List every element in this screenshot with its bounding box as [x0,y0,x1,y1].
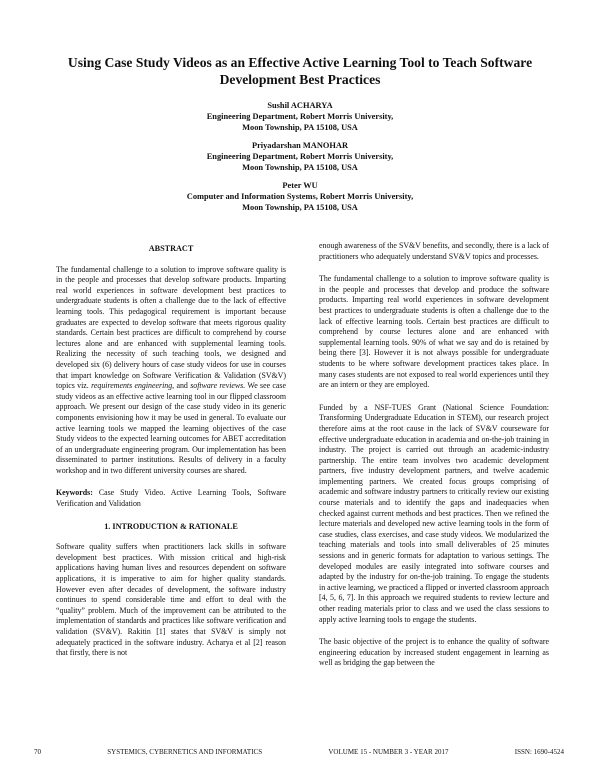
paragraph-4: The basic objective of the project is to enhance the quality of software engineering education by increased student engagement in learning as well as bridging the gap between the [319,637,549,668]
abstract-text [56,265,286,477]
author-name: Sushil ACHARYA [267,101,333,110]
keywords [56,488,286,509]
author-1 [60,100,540,133]
issn: ISSN: 1690-4524 [514,748,564,756]
author-2 [60,140,540,173]
author-affiliation: Engineering Department, Robert Morris University, [206,112,394,121]
author-name: Peter WU [282,181,318,190]
page-footer [34,748,564,756]
abstract-text-a: The fundamental challenge to a solution to improve software quality is in the people and processes that develop software products. Imparting real world experiences in software development best practices to undergraduate students is often a challenge due to the lack of effective learning tools. This pedagogical requirement is important because graduates are expected to develop software that meets rigorous quality standards. Certain best practices are difficult to comprehend by course lectures alone and are enhanced with supplemental learning tools. Realizing the necessity of such teaching tools, we designed and developed six (6) delivery hours of case study videos for use in courses that impart knowledge on Software Verification & Validation (SV&V) topics viz. [56,264,286,391]
abstract-text-c: We see case study videos as an effective active learning tool in our flipped classroom approach. We present our design of the case study video in its generic components envisioning how it may be used in general. To evaluate our active learning tools we mapped the learning objectives of the case Study videos to the expected learning outcomes for ABET accreditation of an undergraduate engineering program. Our implementation has been disseminated to partner institutions. Results of delivery in a faculty workshop and in two different university courses are shared. [56,381,286,475]
author-name: Priyadarshan MANOHAR [251,141,349,150]
right-column [319,241,549,681]
intro-heading: 1. INTRODUCTION & RATIONALE [104,521,238,531]
paper-title: Using Case Study Videos as an Effective Active Learning Tool to Teach Software Development Best Practices [67,55,533,87]
keywords-label: Keywords: [56,488,93,498]
abstract-emphasis-1: requirements engineering, [91,381,175,391]
abstract-emphasis-2: software reviews. [190,381,246,391]
paragraph-3: Funded by a NSF-TUES Grant (National Science Foundation: Transforming Undergraduate Education in STEM), our research project therefore aims at the root cause in the lack of SV&V courseware for effective undergraduate education in academia and on-the-job training in industry. The project is carried out through an academic-industry partnership. The entire team involves two academic development partners, five industry development partners, and twelve academic implementing partners. We created focus groups comprising of academic and software industry partners to critically review our existing course materials and to identify the gaps and inadequacies when checked against current methods and best practices. Then we refined the lecture materials and developed new active learning tools in the form of case studies, class exercises, and case study videos. We modularized the teaching materials and tools into small deliverables of 25 minutes sessions and in generic formats for adaptation to various settings. The developed modules are easily integrated into software courses and adapted by the industry for on-the-job training. To engage the students in active learning, we practiced a flipped or inverted classroom approach [4, 5, 6, 7]. In this approach we required students to review lecture and other reading materials prior to class and we used the class sessions to apply active learning tools to engage the students. [319,402,549,624]
intro-text: Software quality suffers when practitioners lack skills in software development best practices. With mission critical and high-risk applications having human lives and resources dependent on software applications, it is imperative to aim for higher quality standards. However even after decades of development, the software industry continues to spend considerable time and effort to deal with the “quality” problem. Much of the improvement can be attributed to the implementation of standards and practices like software verification and validation (SV&V). Rakitin [1] states that SV&V is simply not adequately practiced in the software industry. Acharya et al [2] reason that firstly, there is not [56,542,286,658]
paragraph-2: The fundamental challenge to a solution to improve software quality is in the people and processes that develop and produce the software products. Imparting real world experiences in software development best practices to undergraduate students is often a challenge due to the lack of effective learning tools. Certain best practices are difficult to comprehend by course lectures alone and are enhanced with supplemental learning tools. 90% of what we say and do is retained by being there [3]. However it is not always possible for undergraduate students to be where software development practices takes place. In many cases students are not exposed to real world experiences until they are an intern or they are employed. [319,274,549,390]
left-column [56,244,286,671]
volume-info: VOLUME 15 - NUMBER 3 - YEAR 2017 [328,748,449,756]
author-block [60,100,540,220]
author-affiliation: Computer and Information Systems, Robert Morris University, [186,192,414,201]
author-location: Moon Township, PA 15108, USA [242,163,358,172]
author-location: Moon Township, PA 15108, USA [242,123,358,132]
paragraph-1: enough awareness of the SV&V benefits, and secondly, there is a lack of practitioners who adequately understand SV&V topics and processes. [319,241,549,261]
author-3 [60,180,540,213]
author-location: Moon Township, PA 15108, USA [242,203,358,212]
author-affiliation: Engineering Department, Robert Morris University, [206,152,394,161]
abstract-text-b: and [176,381,188,391]
journal-name: SYSTEMICS, CYBERNETICS AND INFORMATICS [107,748,263,756]
page-number: 70 [34,748,41,756]
keywords-text: Case Study Video. Active Learning Tools, Software Verification and Validation [56,488,286,509]
abstract-heading: ABSTRACT [148,244,194,253]
